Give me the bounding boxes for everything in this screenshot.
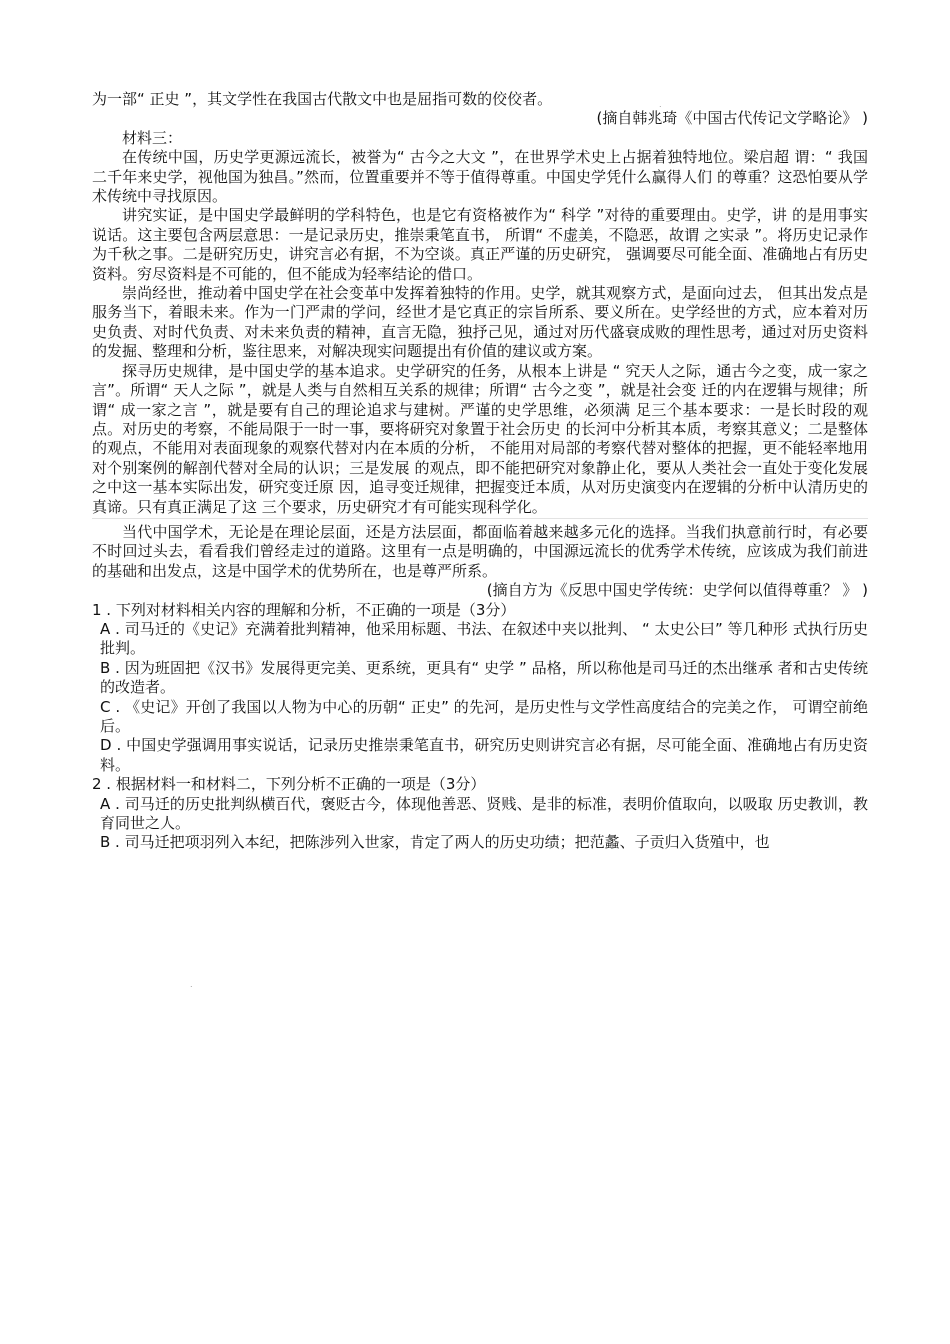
paragraph-laws: 探寻历史规律，是中国史学的基本追求。史学研究的任务，从根本上讲是 “ 究天人之际，通古今之变，成一家之言”。所谓“ 天人之际 ”，就是人类与自然相互关系的规律；所谓“ 古今之变 ”，就是社会变 迁的内在逻辑与规律；所谓“ 成一家之言 ”，就是要有自己的理论追求与建树。严谨的史学思维，必须满 足三个基本要求：一是长时段的观点。对历史的考察，不能局限于一时一事，要将研究对象置于社会历史 的长河中分析其本质，考察其意义；二是整体的观点，不能用对表面现象的观察代替对内在本质的分析， 不能用对局部的考察代替对整体的把握，更不能轻率地用对个别案例的解剖代替对全局的认识；三是发展 的观点，即不能把研究对象静止化，要从人类社会一直处于变化发展之中这一基本实际出发，研究变迁原 因，追寻变迁规律，把握变迁本质，从对历史演变内在逻辑的分析中认清历史的真谛。只有真正满足了这 三个要求，历史研究才有可能实现科学化。 [92,361,868,516]
question-2-option-b: B . 司马迁把项羽列入本纪，把陈涉列入世家，肯定了两人的历史功绩；把范蠡、子贡归入货殖中，也 [100,833,770,852]
citation-fang-wei: (摘自方为《反思中国史学传统：史学何以值得尊重？ 》 ) [486,581,868,600]
question-1-option-a: A . 司马迁的《史记》充满着批判精神，他采用标题、书法、在叙述中夹以批判、 “ 太史公曰” 等几种形 式执行历史批判。 [100,619,868,658]
divider-line [92,518,868,519]
question-1: 1 . 下列对材料相关内容的理解和分析，不正确的一项是（3分） [92,600,516,619]
paragraph-continuation: 为一部“ 正史 ”，其文学性在我国古代散文中也是屈指可数的佼佼者。 [92,90,553,108]
question-2: 2 . 根据材料一和材料二，下列分析不正确的一项是（3分） [92,775,486,794]
paragraph-tradition: 在传统中国，历史学更源远流长，被誉为“ 古今之大文 ”，在世界学术史上占据着独特地位。梁启超 谓：“ 我国二千年来史学，视他国为独昌。”然而，位置重要并不等于值得尊重。中国史学凭什么赢得人们 的尊重？这恐怕要从学术传统中寻找原因。 [92,148,868,206]
question-1-option-d: D . 中国史学强调用事实说话，记录历史推崇秉笔直书，研究历史则讲究言必有据，尽可能全面、准确地占有历史资料。 [100,736,868,774]
citation-han-zhaoqi: (摘自韩兆琦《中国古代传记文学略论》 ) [596,109,868,128]
scan-speck: . [659,100,662,109]
paragraph-evidence: 讲究实证，是中国史学最鲜明的学科特色，也是它有资格被作为“ 科学 ”对待的重要理由。史学，讲 的是用事实说话。这主要包含两层意思：一是记录历史，推崇秉笔直书， 所谓“ 不虚美，不隐恶，故谓 之实录 ”。将历史记录作为千秋之事。二是研究历史，讲究言必有据，不为空谈。真正严谨的历史研究， 强调要尽可能全面、准确地占有历史资料。穷尽资料是不可能的，但不能成为轻率结论的借口。 [92,206,868,283]
paragraph-contemporary: 当代中国学术，无论是在理论层面，还是方法层面，都面临着越来越多元化的选择。当我们执意前行时，有必要不时回过头去，看看我们曾经走过的道路。这里有一点是明确的，中国源远流长的优秀学术传统，应该成为我们前进的基础和出发点，这是中国学术的优势所在，也是尊严所系。 [92,522,868,580]
question-2-option-a: A . 司马迁的历史批判纵横百代，褒贬古今，体现他善恶、贤贱、是非的标准，表明价值取向，以吸取 历史教训，教育同世之人。 [100,794,868,833]
question-1-option-c: C . 《史记》开创了我国以人物为中心的历朝“ 正史” 的先河，是历史性与文学性高度结合的完美之作， 可谓空前绝后。 [100,697,868,735]
heading-material-three: 材料三： [122,128,183,147]
question-1-option-b: B . 因为班固把《汉书》发展得更完美、更系统，更具有“ 史学 ” 品格，所以称他是司马迁的杰出继承 者和古史传统的改造者。 [100,658,868,697]
scan-speck: . [190,980,193,989]
paragraph-statecraft: 崇尚经世，推动着中国史学在社会变革中发挥着独特的作用。史学，就其观察方式，是面向过去， 但其出发点是服务当下，着眼未来。作为一门严肃的学问，经世才是它真正的宗旨所系、要义所在。史学经世的方式，应本着对历史负责、对时代负责、对未来负责的精神，直言无隐，独抒己见，通过对历代盛衰成败的理性思考，通过对历史资料的发掘、整理和分析，鉴往思来，对解决现实问题提出有价值的建议或方案。 [92,284,868,361]
document-page [92,90,868,853]
